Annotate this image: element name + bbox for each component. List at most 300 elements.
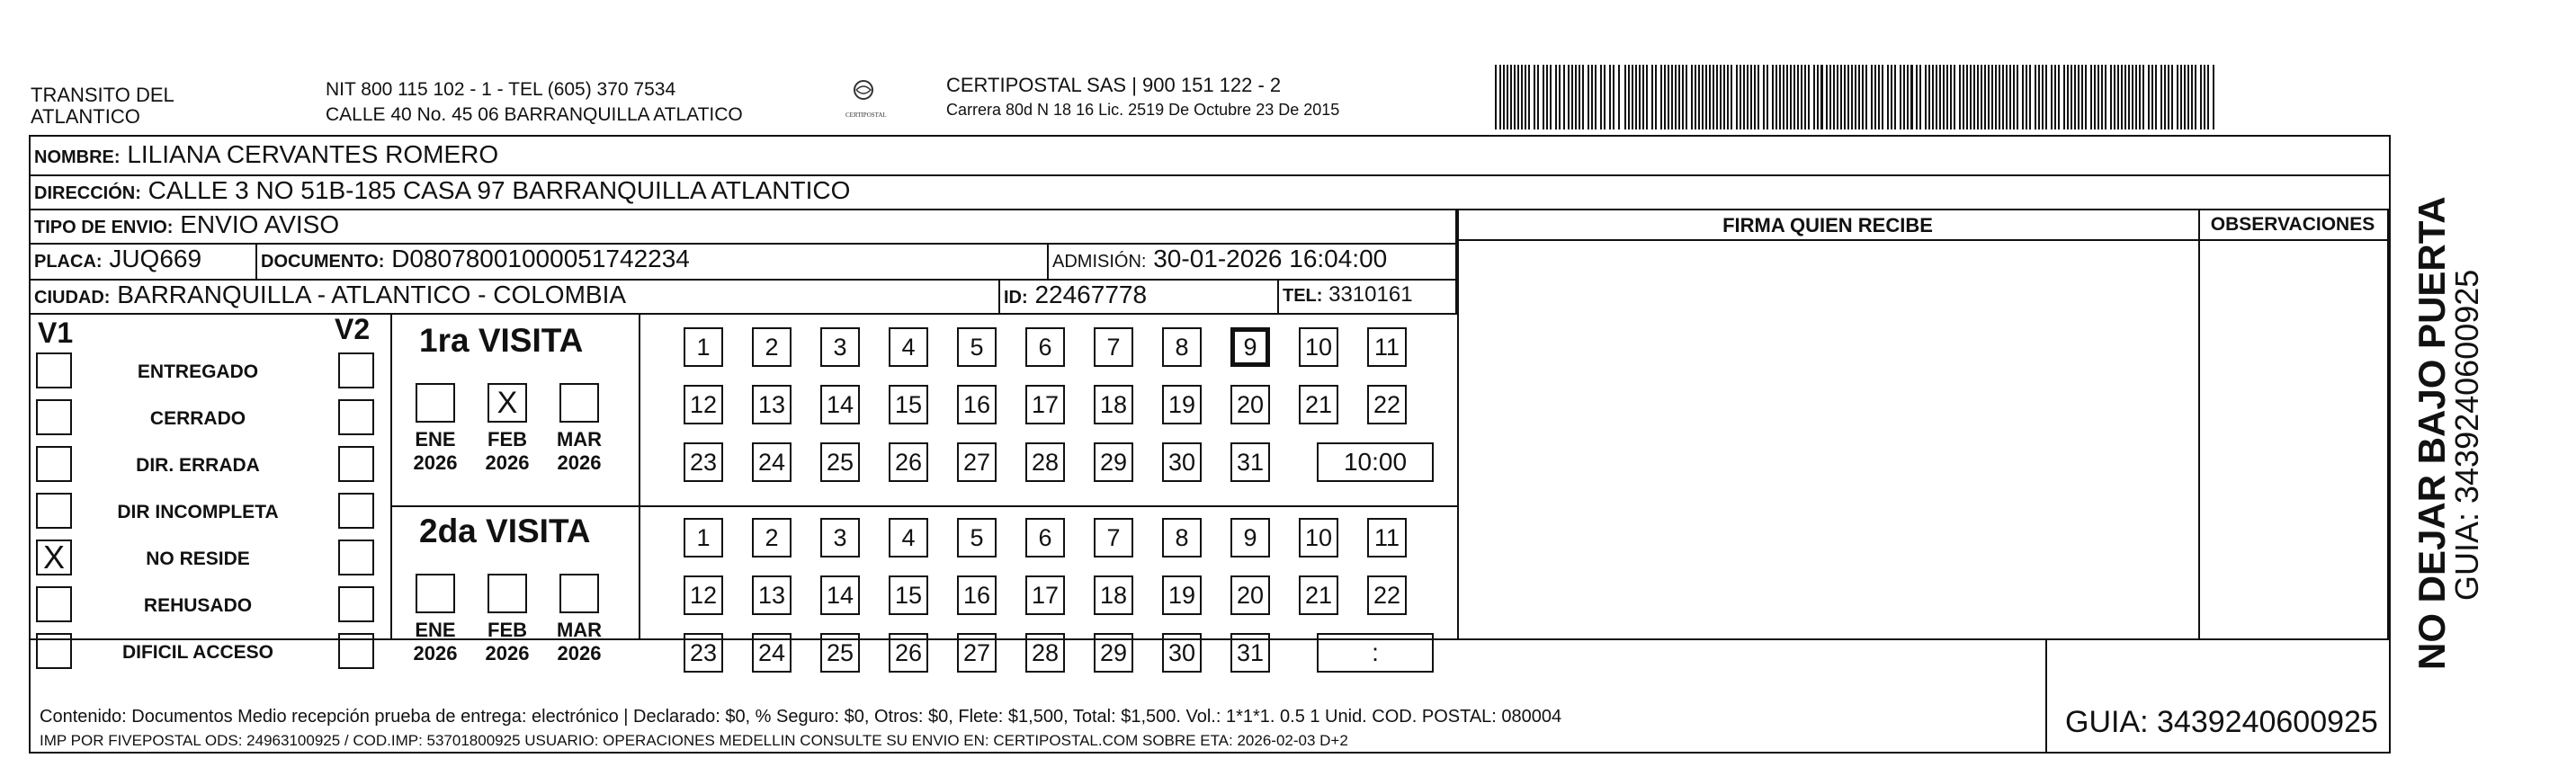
barcode-bar xyxy=(1550,65,1552,129)
barcode-bar xyxy=(1588,65,1589,129)
tel-value: 3310161 xyxy=(1328,282,1413,307)
barcode-bar xyxy=(1525,65,1526,129)
barcode-bar xyxy=(1813,65,1815,129)
month-year: 2026 xyxy=(413,642,458,665)
tel-cell xyxy=(1279,281,1457,315)
observaciones-header: OBSERVACIONES xyxy=(2210,214,2375,235)
status-v2-checkbox[interactable] xyxy=(338,586,374,622)
day-box[interactable]: 23 xyxy=(684,442,723,482)
barcode-bar xyxy=(1966,65,1968,129)
barcode-bar xyxy=(1907,65,1909,129)
guia-divider xyxy=(2045,638,2047,752)
barcode-bar xyxy=(1851,65,1853,129)
barcode-bar xyxy=(1973,65,1975,129)
status-divider xyxy=(390,315,392,638)
barcode-bar xyxy=(1632,65,1633,129)
day-box[interactable]: 9 xyxy=(1230,518,1270,557)
barcode-bar xyxy=(1817,65,1819,129)
barcode-bar xyxy=(1981,65,1982,129)
obs-divider-right xyxy=(2387,210,2389,638)
month-year: 2026 xyxy=(413,451,458,474)
day-box[interactable]: 13 xyxy=(752,575,792,615)
barcode-bar xyxy=(1642,65,1644,129)
barcode-bar xyxy=(1736,65,1738,129)
issuer-name xyxy=(31,85,300,128)
barcode-bar xyxy=(1763,65,1765,129)
day-box[interactable]: 20 xyxy=(1230,385,1270,424)
day-box[interactable]: 12 xyxy=(684,575,723,615)
barcode-bar xyxy=(1932,65,1934,129)
barcode-bar xyxy=(1772,65,1774,129)
nombre-label: NOMBRE: xyxy=(34,147,121,167)
day-box[interactable]: 31 xyxy=(1230,633,1270,673)
barcode-bar xyxy=(1977,65,1979,129)
day-box[interactable]: 15 xyxy=(889,575,928,615)
barcode-bar xyxy=(1963,65,1964,129)
barcode-bar xyxy=(1543,65,1544,129)
barcode-bar xyxy=(2002,65,2004,129)
barcode-bar xyxy=(1797,65,1799,129)
barcode-bar xyxy=(1740,65,1741,129)
barcode-bar xyxy=(1939,65,1941,129)
barcode-bar xyxy=(1727,65,1729,129)
barcode-bar xyxy=(1555,65,1557,129)
barcode-bar xyxy=(2160,65,2162,129)
barcode-bar xyxy=(2171,65,2173,129)
documento-value: D08078001000051742234 xyxy=(391,245,690,272)
barcode-bar xyxy=(1604,65,1606,129)
month-checkbox[interactable] xyxy=(416,574,455,613)
status-v2-checkbox[interactable] xyxy=(338,540,374,575)
day-box[interactable]: 29 xyxy=(1094,442,1133,482)
barcode-bar xyxy=(2187,65,2189,129)
side-guia: GUIA: 3439240600925 xyxy=(2448,269,2485,601)
tipo-label: TIPO DE ENVIO: xyxy=(34,218,174,237)
month-label xyxy=(480,619,534,665)
barcode-bar xyxy=(2124,65,2126,129)
day-box[interactable]: 31 xyxy=(1230,442,1270,482)
barcode-bar xyxy=(2142,65,2144,129)
barcode-bar xyxy=(2135,65,2137,129)
day-box[interactable]: 8 xyxy=(1162,518,1202,557)
barcode-bar xyxy=(2139,65,2141,129)
barcode-bar xyxy=(2207,65,2209,129)
status-label: ENTREGADO xyxy=(137,361,259,382)
barcode-bar xyxy=(2148,65,2150,129)
ciudad-cell xyxy=(31,281,1000,315)
day-box[interactable]: 26 xyxy=(889,442,928,482)
day-box[interactable]: 18 xyxy=(1094,575,1133,615)
status-v1-checkbox[interactable] xyxy=(36,586,72,622)
barcode-bar xyxy=(1928,65,1930,129)
barcode-bar xyxy=(2151,65,2153,129)
v2-header: V2 xyxy=(335,313,371,345)
barcode-bar xyxy=(1628,65,1630,129)
status-v2-checkbox[interactable] xyxy=(338,352,374,388)
day-box[interactable]: 26 xyxy=(889,633,928,673)
barcode-bar xyxy=(1528,65,1530,129)
day-box[interactable]: 12 xyxy=(684,385,723,424)
barcode-bar xyxy=(1595,65,1597,129)
placa-value: JUQ669 xyxy=(109,245,202,272)
observations-area[interactable] xyxy=(2200,241,2385,637)
barcode-bar xyxy=(1731,65,1732,129)
barcode-bar xyxy=(2204,65,2205,129)
company-address: Carrera 80d N 18 16 Lic. 2519 De Octubre 23 De 2015 xyxy=(946,101,1340,119)
status-v1-checkbox[interactable] xyxy=(36,633,72,669)
barcode-bar xyxy=(1820,65,1823,129)
barcode-bar xyxy=(2121,65,2123,129)
day-box[interactable]: 22 xyxy=(1367,385,1407,424)
day-box[interactable]: 17 xyxy=(1025,575,1065,615)
day-box[interactable]: 19 xyxy=(1162,385,1202,424)
day-box[interactable]: 2 xyxy=(752,518,792,557)
months-divider xyxy=(639,315,640,638)
barcode-bar xyxy=(1747,65,1749,129)
barcode-bar xyxy=(1624,65,1626,129)
barcode-bar xyxy=(2045,65,2047,129)
barcode-bar xyxy=(1793,65,1795,129)
barcode-bar xyxy=(2022,65,2024,129)
barcode-bar xyxy=(1579,65,1580,129)
barcode-bar xyxy=(2074,65,2076,129)
barcode-bar xyxy=(1534,65,1535,129)
footer-divider xyxy=(31,638,2389,640)
day-box[interactable]: 16 xyxy=(957,575,997,615)
day-box[interactable]: 6 xyxy=(1025,518,1065,557)
status-v1-checkbox[interactable] xyxy=(36,493,72,529)
barcode-bar xyxy=(1716,65,1718,129)
day-box[interactable]: 2 xyxy=(752,327,792,367)
barcode-bar xyxy=(2009,65,2011,129)
day-box[interactable]: 6 xyxy=(1025,327,1065,367)
barcode-bar xyxy=(1887,65,1889,129)
day-box[interactable]: 27 xyxy=(957,442,997,482)
barcode-bar xyxy=(2105,65,2106,129)
day-box[interactable]: 24 xyxy=(752,442,792,482)
barcode-bar xyxy=(1910,65,1913,129)
day-box[interactable]: 1 xyxy=(684,327,723,367)
barcode-bar xyxy=(1936,65,1937,129)
barcode-bar xyxy=(1499,65,1501,129)
barcode-bar xyxy=(1507,65,1508,129)
barcode-bar xyxy=(1671,65,1673,129)
hour-box[interactable]: 10:00 xyxy=(1317,442,1434,482)
barcode-bar xyxy=(1575,65,1577,129)
barcode-bar xyxy=(1613,65,1614,129)
barcode-bar xyxy=(1709,65,1711,129)
barcode-bar xyxy=(1568,65,1570,129)
company-name: CERTIPOSTAL SAS | 900 151 122 - 2 xyxy=(946,74,1282,96)
barcode-bar xyxy=(1925,65,1927,129)
day-box[interactable]: 21 xyxy=(1299,385,1338,424)
day-box[interactable]: 3 xyxy=(820,327,860,367)
barcode-bar xyxy=(1668,65,1669,129)
issuer-address: CALLE 40 No. 45 06 BARRANQUILLA ATLATICO xyxy=(326,104,743,125)
status-v1-checkbox[interactable] xyxy=(36,399,72,435)
barcode-bar xyxy=(2213,65,2214,129)
barcode-bar xyxy=(1678,65,1680,129)
day-box[interactable]: 23 xyxy=(684,633,723,673)
day-box[interactable]: 10 xyxy=(1299,518,1338,557)
barcode-bar xyxy=(1546,65,1548,129)
status-v1-checkbox[interactable] xyxy=(36,446,72,482)
barcode-bar xyxy=(1639,65,1641,129)
status-v1-checkbox[interactable]: X xyxy=(36,540,72,575)
barcode-bar xyxy=(1754,65,1756,129)
barcode-bar xyxy=(2097,65,2099,129)
barcode-bar xyxy=(1767,65,1768,129)
barcode-bar xyxy=(1837,65,1838,129)
day-box[interactable]: 11 xyxy=(1367,518,1407,557)
day-box[interactable]: 22 xyxy=(1367,575,1407,615)
month-checkbox[interactable] xyxy=(559,383,599,423)
barcode-bar xyxy=(1600,65,1602,129)
barcode-bar xyxy=(1858,65,1860,129)
barcode-bar xyxy=(1916,65,1918,129)
barcode-bar xyxy=(2013,65,2015,129)
barcode-bar xyxy=(2164,65,2166,129)
day-box[interactable]: 25 xyxy=(820,633,860,673)
day-box[interactable]: 1 xyxy=(684,518,723,557)
month-label xyxy=(552,619,606,665)
day-box[interactable]: 30 xyxy=(1162,633,1202,673)
id-label: ID: xyxy=(1004,288,1028,308)
barcode-bar xyxy=(1786,65,1788,129)
barcode-bar xyxy=(2017,65,2018,129)
day-box[interactable]: 5 xyxy=(957,327,997,367)
barcode-bar xyxy=(1635,65,1637,129)
day-box[interactable]: 11 xyxy=(1367,327,1407,367)
barcode-bar xyxy=(1664,65,1666,129)
day-box[interactable]: 28 xyxy=(1025,442,1065,482)
month-name: ENE xyxy=(415,428,456,450)
month-name: ENE xyxy=(415,619,456,641)
barcode-bar xyxy=(2200,65,2202,129)
visit-title: 1ra VISITA xyxy=(419,322,584,359)
barcode-bar xyxy=(2051,65,2053,129)
barcode-bar xyxy=(1750,65,1752,129)
status-label: DIFICIL ACCESO xyxy=(121,642,273,663)
barcode-bar xyxy=(1743,65,1745,129)
barcode-bar xyxy=(2180,65,2182,129)
month-checkbox[interactable]: X xyxy=(487,383,527,423)
status-v1-checkbox[interactable] xyxy=(36,352,72,388)
barcode-bar xyxy=(1675,65,1677,129)
month-checkbox[interactable] xyxy=(559,574,599,613)
day-box[interactable]: 4 xyxy=(889,327,928,367)
barcode-bar xyxy=(1705,65,1707,129)
issuer-details xyxy=(326,77,743,128)
barcode-bar xyxy=(1783,65,1784,129)
status-label: DIR INCOMPLETA xyxy=(117,502,279,522)
barcode-bar xyxy=(1723,65,1725,129)
day-box[interactable]: 24 xyxy=(752,633,792,673)
barcode-bar xyxy=(1582,65,1584,129)
day-box[interactable]: 7 xyxy=(1094,327,1133,367)
documento-label: DOCUMENTO: xyxy=(261,252,385,272)
day-box[interactable]: 7 xyxy=(1094,518,1133,557)
status-v2-checkbox[interactable] xyxy=(338,633,374,669)
barcode-bar xyxy=(2191,65,2193,129)
barcode-bar xyxy=(1855,65,1856,129)
tipo-value: ENVIO AVISO xyxy=(180,210,340,238)
barcode-bar xyxy=(1510,65,1512,129)
barcode-bar xyxy=(2114,65,2115,129)
barcode-bar xyxy=(1871,65,1873,129)
barcode-bar xyxy=(1790,65,1792,129)
month-checkbox[interactable] xyxy=(487,574,527,613)
day-box[interactable]: 17 xyxy=(1025,385,1065,424)
issuer-line-1: TRANSITO DEL xyxy=(31,84,174,106)
barcode-bar xyxy=(2006,65,2008,129)
barcode-bar xyxy=(2177,65,2178,129)
barcode-bar xyxy=(2117,65,2119,129)
barcode-bar xyxy=(1521,65,1523,129)
barcode-bar xyxy=(1801,65,1802,129)
delivery-form xyxy=(29,135,2391,754)
barcode-bar xyxy=(2035,65,2036,129)
barcode-bar xyxy=(2090,65,2092,129)
day-box[interactable]: 9 xyxy=(1230,327,1270,367)
barcode-bar xyxy=(1878,65,1880,129)
issuer-line-2: ATLANTICO xyxy=(31,105,140,128)
ciudad-value: BARRANQUILLA - ATLANTICO - COLOMBIA xyxy=(117,281,627,308)
barcode-bar xyxy=(1686,65,1687,129)
barcode-bar xyxy=(1537,65,1539,129)
barcode-bar xyxy=(2132,65,2133,129)
direccion-row xyxy=(31,176,2389,210)
barcode-bar xyxy=(1865,65,1867,129)
barcode-bar xyxy=(1874,65,1876,129)
barcode-bar xyxy=(2085,65,2087,129)
visit-title: 2da VISITA xyxy=(419,513,591,549)
day-box[interactable]: 8 xyxy=(1162,327,1202,367)
barcode-bar xyxy=(1698,65,1700,129)
barcode-bar xyxy=(2054,65,2056,129)
barcode-bar xyxy=(1959,65,1961,129)
barcode-bar xyxy=(2184,65,2186,129)
barcode-bar xyxy=(1894,65,1896,129)
barcode-bar xyxy=(1559,65,1561,129)
barcode-bar xyxy=(1571,65,1573,129)
admision-cell xyxy=(1049,245,1457,281)
status-v2-checkbox[interactable] xyxy=(338,493,374,529)
day-box[interactable]: 3 xyxy=(820,518,860,557)
barcode-bar xyxy=(1691,65,1693,129)
day-box[interactable]: 19 xyxy=(1162,575,1202,615)
barcode-bar xyxy=(1695,65,1696,129)
day-box[interactable]: 27 xyxy=(957,633,997,673)
guia-number: GUIA: 3439240600925 xyxy=(2065,705,2378,739)
barcode-bar xyxy=(1713,65,1714,129)
barcode-bar xyxy=(1919,65,1921,129)
month-name: MAR xyxy=(556,619,603,641)
nombre-row xyxy=(31,137,2389,176)
admision-label: ADMISIÓN: xyxy=(1052,252,1147,272)
day-box[interactable]: 18 xyxy=(1094,385,1133,424)
month-year: 2026 xyxy=(557,451,602,474)
barcode-bar xyxy=(2110,65,2112,129)
day-box[interactable]: 14 xyxy=(820,575,860,615)
barcode-bar xyxy=(1847,65,1849,129)
barcode-bar xyxy=(1609,65,1611,129)
firma-header: FIRMA QUIEN RECIBE xyxy=(1722,214,1933,236)
barcode-bar xyxy=(2094,65,2096,129)
month-name: FEB xyxy=(487,428,527,450)
barcode-bar xyxy=(1563,65,1565,129)
day-box[interactable]: 29 xyxy=(1094,633,1133,673)
barcode-bar xyxy=(1646,65,1648,129)
barcode-bar xyxy=(1495,65,1497,129)
barcode-bar xyxy=(1517,65,1519,129)
status-label: CERRADO xyxy=(149,408,246,429)
barcode-bar xyxy=(2128,65,2130,129)
day-box[interactable]: 25 xyxy=(820,442,860,482)
day-box[interactable]: 15 xyxy=(889,385,928,424)
issuer-nit: NIT 800 115 102 - 1 - TEL (605) 370 7534 xyxy=(326,79,676,100)
barcode-bar xyxy=(1655,65,1657,129)
barcode-bar xyxy=(2195,65,2196,129)
hour-box[interactable]: : xyxy=(1317,633,1434,673)
barcode xyxy=(1495,65,2220,129)
documento-cell xyxy=(257,245,1049,281)
certipostal-logo xyxy=(844,77,890,124)
barcode-bar xyxy=(2168,65,2169,129)
barcode-bar xyxy=(1991,65,1993,129)
day-box[interactable]: 10 xyxy=(1299,327,1338,367)
month-year: 2026 xyxy=(557,642,602,665)
barcode-bar xyxy=(1503,65,1505,129)
placa-cell xyxy=(31,245,257,281)
barcode-bar xyxy=(1954,65,1955,129)
barcode-bar xyxy=(2058,65,2060,129)
signature-area[interactable] xyxy=(1459,241,2196,637)
day-box[interactable]: 21 xyxy=(1299,575,1338,615)
day-box[interactable]: 13 xyxy=(752,385,792,424)
day-box[interactable]: 16 xyxy=(957,385,997,424)
barcode-bar xyxy=(1775,65,1777,129)
logo-text: CERTIPOSTAL xyxy=(845,111,887,119)
day-box[interactable]: 4 xyxy=(889,518,928,557)
month-name: MAR xyxy=(556,428,603,450)
day-box[interactable]: 30 xyxy=(1162,442,1202,482)
direccion-value: CALLE 3 NO 51B-185 CASA 97 BARRANQUILLA ATLANTICO xyxy=(148,176,851,204)
day-box[interactable]: 20 xyxy=(1230,575,1270,615)
status-label: DIR. ERRADA xyxy=(136,455,260,476)
day-box[interactable]: 28 xyxy=(1025,633,1065,673)
barcode-bar xyxy=(2038,65,2040,129)
month-checkbox[interactable] xyxy=(416,383,455,423)
day-box[interactable]: 14 xyxy=(820,385,860,424)
status-v2-checkbox[interactable] xyxy=(338,446,374,482)
side-warning: NO DEJAR BAJO PUERTA xyxy=(2411,196,2453,670)
id-value: 22467778 xyxy=(1034,281,1148,308)
status-label: NO RESIDE xyxy=(146,549,250,569)
barcode-bar xyxy=(2063,65,2065,129)
day-box[interactable]: 5 xyxy=(957,518,997,557)
barcode-bar xyxy=(1514,65,1516,129)
ciudad-label: CIUDAD: xyxy=(34,288,111,308)
status-v2-checkbox[interactable] xyxy=(338,399,374,435)
barcode-bar xyxy=(1999,65,2000,129)
barcode-bar xyxy=(1946,65,1948,129)
barcode-bar xyxy=(2155,65,2157,129)
barcode-bar xyxy=(1844,65,1846,129)
barcode-bar xyxy=(1651,65,1653,129)
barcode-bar xyxy=(1758,65,1759,129)
barcode-bar xyxy=(2067,65,2069,129)
